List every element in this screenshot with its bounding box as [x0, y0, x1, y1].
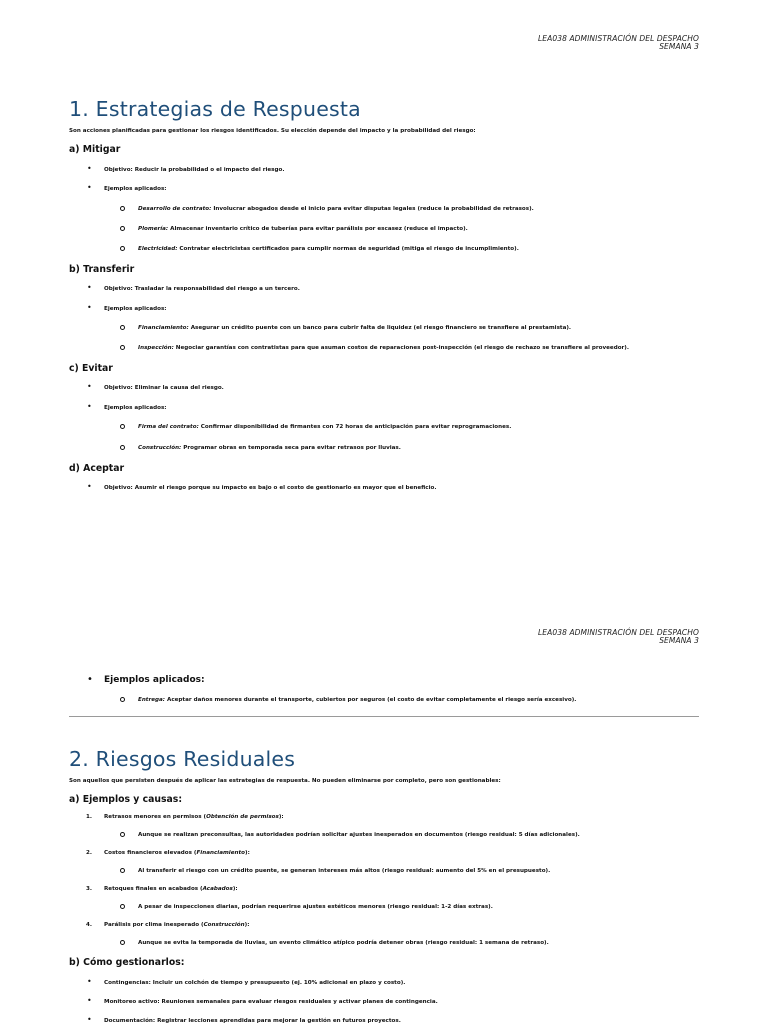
list-item: Al transferir el riesgo con un crédito puente, se generan intereses más altos (riesgo residual: aumento del 5% en el presupuesto).	[138, 868, 551, 874]
list-item: Retrasos menores en permisos (Obtención de permisos):	[104, 814, 284, 820]
bullet-icon: •	[87, 482, 92, 491]
list-item: Entrega: Aceptar daños menores durante el transporte, cubiertos por seguros (el costo de evitar completamente el riesgo sería excesivo).	[138, 697, 577, 703]
circle-bullet-icon	[120, 345, 125, 350]
section-title-estrategias: 1. Estrategias de Respuesta	[69, 97, 361, 121]
subheading-transferir: b) Transferir	[69, 264, 135, 275]
page-header	[538, 629, 699, 645]
section-divider	[69, 716, 699, 717]
list-item: Ejemplos aplicados:	[104, 306, 167, 312]
bullet-icon: •	[87, 996, 92, 1005]
list-item: Costos financieros elevados (Financiamiento):	[104, 850, 250, 856]
bullet-icon: •	[87, 164, 92, 173]
list-item: Electricidad: Contratar electricistas certificados para cumplir normas de seguridad (mitiga el riesgo de incumplimiento).	[138, 246, 519, 252]
subheading-mitigar: a) Mitigar	[69, 144, 121, 155]
week-label: SEMANA 3	[659, 42, 699, 51]
list-item: Objetivo: Asumir el riesgo porque su impacto es bajo o el costo de gestionarlo es mayor que el beneficio.	[104, 485, 437, 491]
bullet-icon: •	[87, 283, 92, 292]
bullet-icon: •	[87, 183, 92, 192]
week-label: SEMANA 3	[659, 636, 699, 645]
subheading-aceptar: d) Aceptar	[69, 463, 125, 474]
section-intro: Son aquellos que persisten después de aplicar las estrategias de respuesta. No pueden eliminarse por completo, pero son gestionables:	[69, 778, 501, 784]
list-item: Financiamiento: Asegurar un crédito puente con un banco para cubrir falta de liquidez (el riesgo financiero se transfiere al prestamista).	[138, 325, 572, 331]
bullet-icon: •	[87, 977, 92, 986]
list-item: Plomería: Almacenar inventario crítico de tuberías para evitar parálisis por escasez (reduce el impacto).	[138, 226, 468, 232]
list-item: Ejemplos aplicados:	[104, 675, 205, 685]
list-number: 2.	[86, 850, 93, 856]
page-header	[538, 35, 699, 51]
list-item: Ejemplos aplicados:	[104, 405, 167, 411]
list-item: Objetivo: Trasladar la responsabilidad del riesgo a un tercero.	[104, 286, 300, 292]
bullet-icon: •	[87, 674, 93, 685]
section-title-riesgos: 2. Riesgos Residuales	[69, 747, 296, 771]
section-intro: Son acciones planificadas para gestionar los riesgos identificados. Su elección depende del impacto y la probabilidad del riesgo:	[69, 128, 476, 134]
list-item: Inspección: Negociar garantías con contratistas para que asuman costos de reparaciones post-inspección (el riesgo de rechazo se transfiere al proveedor).	[138, 345, 629, 351]
circle-bullet-icon	[120, 226, 125, 231]
bullet-icon: •	[87, 303, 92, 312]
circle-bullet-icon	[120, 832, 125, 837]
circle-bullet-icon	[120, 904, 125, 909]
list-item: Firma del contrato: Confirmar disponibilidad de firmantes con 72 horas de anticipación para evitar reprogramaciones.	[138, 424, 512, 430]
list-item: Objetivo: Eliminar la causa del riesgo.	[104, 385, 224, 391]
circle-bullet-icon	[120, 445, 125, 450]
circle-bullet-icon	[120, 325, 125, 330]
list-item: Contingencias: Incluir un colchón de tiempo y presupuesto (ej. 10% adicional en plazo y costo).	[104, 980, 406, 986]
circle-bullet-icon	[120, 697, 125, 702]
circle-bullet-icon	[120, 868, 125, 873]
subheading-gestionarlos: b) Cómo gestionarlos:	[69, 957, 185, 968]
course-title: LEA038 ADMINISTRACIÓN DEL DESPACHO	[538, 628, 699, 637]
bullet-icon: •	[87, 382, 92, 391]
circle-bullet-icon	[120, 246, 125, 251]
subheading-ejemplos: a) Ejemplos y causas:	[69, 794, 183, 805]
list-item: Objetivo: Reducir la probabilidad o el impacto del riesgo.	[104, 167, 285, 173]
bullet-icon: •	[87, 1015, 92, 1024]
list-item: Parálisis por clima inesperado (Construcción):	[104, 922, 250, 928]
list-item: Monitoreo activo: Reuniones semanales para evaluar riesgos residuales y activar planes de contingencia.	[104, 999, 438, 1005]
list-item: Ejemplos aplicados:	[104, 186, 167, 192]
list-item: Construcción: Programar obras en temporada seca para evitar retrasos por lluvias.	[138, 445, 401, 451]
list-item: Aunque se evita la temporada de lluvias, un evento climático atípico podría detener obras (riesgo residual: 1 semana de retraso).	[138, 940, 549, 946]
list-number: 1.	[86, 814, 93, 820]
list-number: 3.	[86, 886, 93, 892]
bullet-icon: •	[87, 402, 92, 411]
circle-bullet-icon	[120, 206, 125, 211]
list-number: 4.	[86, 922, 93, 928]
list-item: Aunque se realizan preconsultas, las autoridades podrían solicitar ajustes inesperados en documentos (riesgo residual: 5 días adicionales).	[138, 832, 580, 838]
subheading-evitar: c) Evitar	[69, 363, 113, 374]
list-item: A pesar de inspecciones diarias, podrían requerirse ajustes estéticos menores (riesgo residual: 1-2 días extras).	[138, 904, 493, 910]
circle-bullet-icon	[120, 940, 125, 945]
list-item: Documentación: Registrar lecciones aprendidas para mejorar la gestión en futuros proyectos.	[104, 1018, 401, 1024]
course-title: LEA038 ADMINISTRACIÓN DEL DESPACHO	[538, 34, 699, 43]
circle-bullet-icon	[120, 424, 125, 429]
list-item: Desarrollo de contrato: Involucrar abogados desde el inicio para evitar disputas legales (reduce la probabilidad de retrasos).	[138, 206, 534, 212]
list-item: Retoques finales en acabados (Acabados):	[104, 886, 238, 892]
